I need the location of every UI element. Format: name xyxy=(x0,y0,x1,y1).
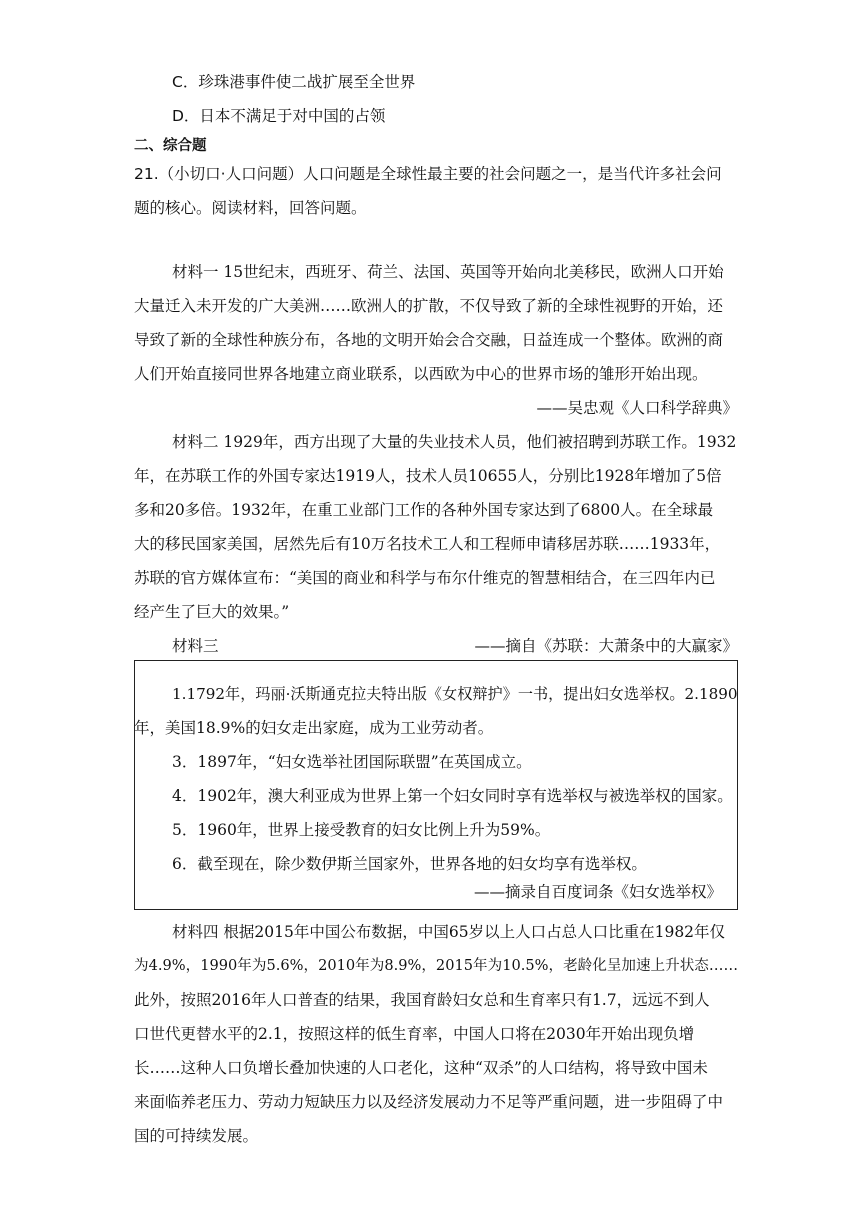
material4-line-1: 材料四 根据2015年中国公布数据，中国65岁以上人口占总人口比重在1982年仅 xyxy=(172,923,726,941)
question-text-line-2: 题的核心。阅读材料，回答问题。 xyxy=(134,199,367,217)
material2-line-4: 大的移民国家美国，居然先后有10万名技术工人和工程师申请移居苏联……1933年， xyxy=(134,535,721,553)
material2-line-1: 材料二 1929年，西方出现了大量的失业技术人员，他们被招聘到苏联工作。1932 xyxy=(172,433,737,451)
material2-line-6: 经产生了巨大的效果。” xyxy=(134,603,290,621)
section-title: 二、综合题 xyxy=(134,138,207,154)
material2-source: ——摘自《苏联：大萧条中的大赢家》 xyxy=(474,637,738,655)
option-d[interactable]: D．日本不满足于对中国的占领 xyxy=(172,107,386,125)
material4-line-2: 为4.9%，1990年为5.6%，2010年为8.9%，2015年为10.5%，老龄化呈加速上升状态…… xyxy=(134,957,739,974)
material1-line-3: 导致了新的全球性种族分布，各地的文明开始会合交融，日益连成一个整体。欧洲的商 xyxy=(134,331,724,349)
option-c[interactable]: C．珍珠港事件使二战扩展至全世界 xyxy=(172,73,416,91)
material1-line-1: 材料一 15世纪末，西班牙、荷兰、法国、英国等开始向北美移民，欧洲人口开始 xyxy=(172,263,724,281)
material3-line-6: 6．截至现在，除少数伊斯兰国家外，世界各地的妇女均享有选举权。 xyxy=(172,855,647,873)
material4-line-3: 此外，按照2016年人口普查的结果，我国育龄妇女总和生育率只有1.7，远远不到人 xyxy=(134,991,710,1009)
material2-line-5: 苏联的官方媒体宣布：“美国的商业和科学与布尔什维克的智慧相结合，在三四年内已 xyxy=(134,569,716,587)
material1-source: ——吴忠观《人口科学辞典》 xyxy=(536,399,738,417)
material1-line-2: 大量迁入未开发的广大美洲……欧洲人的扩散，不仅导致了新的全球性视野的开始，还 xyxy=(134,297,724,315)
material2-line-3: 多和20多倍。1932年，在重工业部门工作的各种外国专家达到了6800人。在全球最 xyxy=(134,501,714,519)
material3-label: 材料三 xyxy=(172,637,219,655)
material3-line-1: 1.1792年，玛丽·沃斯通克拉夫特出版《女权辩护》一书，提出妇女选举权。2.1890 xyxy=(172,685,738,703)
material4-line-6: 来面临养老压力、劳动力短缺压力以及经济发展动力不足等严重问题，进一步阻碍了中 xyxy=(134,1093,724,1111)
material4-line-5: 长……这种人口负增长叠加快速的人口老化，这种“双杀”的人口结构，将导致中国未 xyxy=(134,1059,708,1077)
material4-line-4: 口世代更替水平的2.1，按照这样的低生育率，中国人口将在2030年开始出现负增 xyxy=(134,1025,695,1043)
material3-line-4: 4．1902年，澳大利亚成为世界上第一个妇女同时享有选举权与被选举权的国家。 xyxy=(172,787,733,805)
material3-source: ——摘录自百度词条《妇女选举权》 xyxy=(473,883,722,901)
question-text-line-1: 21.（小切口·人口问题）人口问题是全球性最主要的社会问题之一，是当代许多社会问 xyxy=(134,165,722,183)
material3-line-5: 5．1960年，世界上接受教育的妇女比例上升为59%。 xyxy=(172,821,551,839)
material2-line-2: 年，在苏联工作的外国专家达1919人，技术人员10655人，分别比1928年增加了5倍 xyxy=(134,467,722,485)
material3-line-2: 年，美国18.9%的妇女走出家庭，成为工业劳动者。 xyxy=(134,719,494,737)
material1-line-4: 人们开始直接同世界各地建立商业联系，以西欧为中心的世界市场的雏形开始出现。 xyxy=(134,365,708,383)
material3-line-3: 3．1897年，“妇女选举社团国际联盟”在英国成立。 xyxy=(172,753,532,771)
material4-line-7: 国的可持续发展。 xyxy=(134,1127,259,1145)
